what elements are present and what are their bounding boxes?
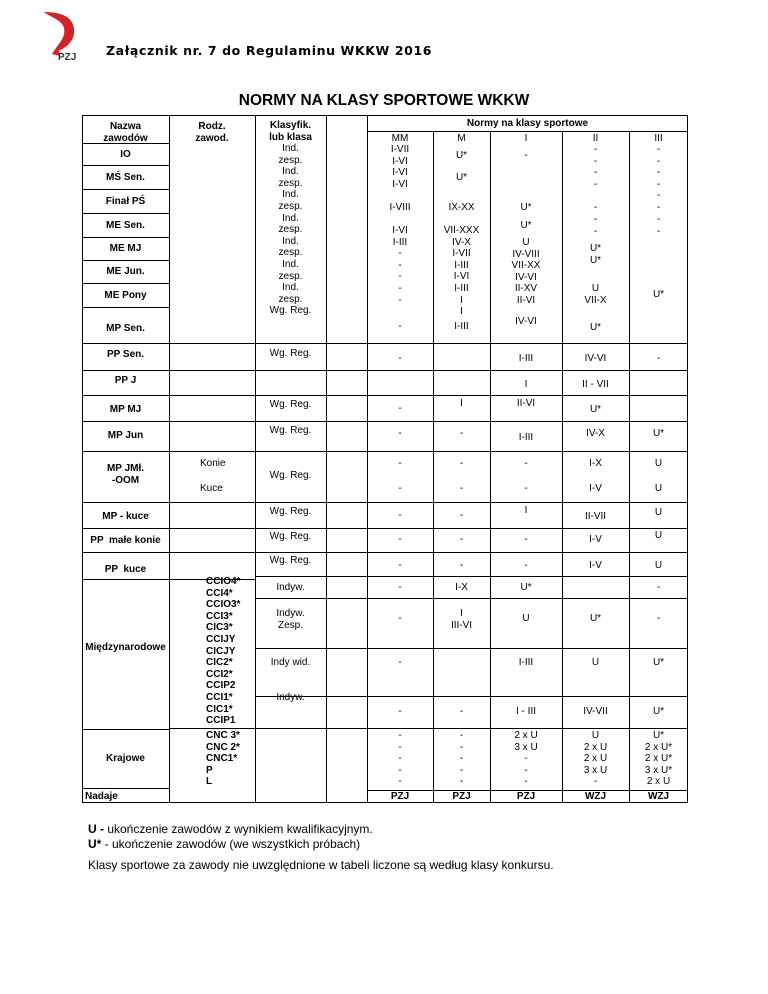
klas-mp-jun: Wg. Reg. (269, 425, 312, 436)
ii-nadaje: WZJ (584, 791, 607, 802)
type-konie: Konie (200, 458, 226, 469)
header-norms: Normy na klasy sportowe (466, 118, 589, 129)
iii-intl-4: U* (652, 706, 665, 717)
ii-intl-3: U (591, 657, 600, 668)
m-intl-1: I-X (455, 582, 468, 593)
ii-konie: I-X (589, 458, 602, 469)
i-a: - (524, 150, 528, 161)
m-a: U* (455, 150, 468, 161)
name-pp-kuce: PP kuce (104, 564, 147, 575)
i-mp-mj: II-VI (516, 398, 536, 409)
iii-mp-kuce: U (654, 507, 663, 518)
iii-mp-jun: U* (652, 428, 665, 439)
ii-mp-kuce: II-VII (584, 511, 607, 522)
iii-d: - - (656, 214, 661, 237)
mm-pp-male: - (398, 534, 402, 545)
m-mp-kuce: - (459, 510, 464, 521)
name-nadaje: Nadaje (85, 791, 118, 802)
iii-c: - (656, 202, 661, 213)
header-title: Załącznik nr. 7 do Regulaminu WKKW 2016 (106, 43, 433, 58)
m-d: VII-XXX IV-X I-VII I-III I-VI I-III I I (443, 225, 480, 318)
i-kuce: - (524, 483, 528, 494)
ii-kuce: I-V (589, 483, 602, 494)
i-nadaje: PZJ (516, 791, 536, 802)
header-name: Nazwa zawodów (103, 121, 148, 144)
ii-f: U VII-X (584, 283, 607, 306)
mm-mp-jun: - (398, 428, 402, 439)
document-title: NORMY NA KLASY SPORTOWE WKKW (238, 92, 530, 109)
i-intl-1: U* (520, 582, 532, 593)
ii-intl-4: IV-VII (583, 706, 608, 717)
legend-u (88, 822, 373, 836)
klas-intl-1: Indyw. (276, 582, 305, 593)
mm-intl-4: - (398, 706, 402, 717)
ii-pp-kuce: I-V (589, 560, 602, 571)
name-me-pony: ME Pony (104, 290, 147, 301)
i-c: U* (520, 202, 532, 213)
header-ii: II (592, 133, 599, 144)
mm-c: I-VI I-III - - - - - (392, 225, 408, 306)
iii-a: - - - - - (656, 144, 661, 202)
name-mp-mj: MP MJ (109, 404, 142, 415)
i-mp-jun: I-III (518, 432, 534, 443)
ii-national: U 2 x U 2 x U 3 x U - (583, 730, 608, 788)
ii-mp-mj: U* (589, 404, 602, 415)
footer-note: Klasy sportowe za zawody nie uwzględnione w tabeli liczone są według klasy konkursu. (88, 858, 554, 872)
name-final-ps: Finał PŚ (105, 196, 146, 207)
ii-a: - - - - (593, 144, 598, 190)
norms-table (82, 115, 688, 803)
klas-intl-2: Indyw. Zesp. (276, 608, 305, 631)
klas-mp-kuce: Wg. Reg. (269, 506, 312, 517)
i-national: 2 x U 3 x U - - - (514, 730, 538, 788)
logo-text: PZJ (58, 52, 77, 63)
ii-intl-2: U* (589, 613, 602, 624)
klas-mp-mj: Wg. Reg. (269, 399, 312, 410)
header-mm: MM (391, 133, 409, 144)
klas-top: Ind. zesp. Ind. zesp. Ind. zesp. Ind. zesp. Ind. zesp. Ind. zesp. Ind. zesp. Wg. Reg. (269, 143, 312, 317)
m-intl-4: - (459, 706, 464, 717)
i-mp-sen: IV-VI (515, 316, 537, 327)
type-international: CCIO4* CCI4* CCIO3* CCI3* CIC3* CCIJY CICJY CIC2* CCI2* CCIP2 CCI1* CIC1* CCIP1 (206, 576, 241, 727)
ii-mp-jun: IV-X (586, 428, 605, 439)
mm-pp-kuce: - (398, 560, 402, 571)
i-pp-sen: I-III (518, 353, 534, 364)
m-kuce: - (459, 483, 464, 494)
type-national: CNC 3* CNC 2* CNC1* P L (206, 730, 240, 788)
header-class: Klasyfik. lub klasa (269, 120, 312, 143)
mm-intl-3: - (398, 657, 402, 668)
iii-f: U* (652, 289, 665, 300)
iii-nadaje: WZJ (647, 791, 670, 802)
iii-national: U* 2 x U* 2 x U* 3 x U* 2 x U (644, 730, 673, 788)
ii-pp-sen: IV-VI (584, 353, 607, 364)
m-nadaje: PZJ (452, 791, 471, 802)
mm-mp-mj: - (398, 403, 402, 414)
ii-d: - - (593, 214, 598, 237)
name-pp-sen: PP Sen. (106, 349, 145, 360)
mm-pp-sen: - (398, 353, 402, 364)
i-e: U IV-VIII VII-XX IV-VI II-XV II-VI (511, 237, 541, 306)
klas-pp-male: Wg. Reg. (269, 531, 312, 542)
m-mp-sen: I-III (454, 321, 469, 332)
legend-u-star-text: - ukończenie zawodów (we wszystkich próbach) (101, 837, 361, 851)
name-miedzynarodowe: Międzynarodowe (85, 642, 166, 653)
name-pp-j: PP J (114, 375, 137, 386)
name-krajowe: Krajowe (106, 753, 145, 764)
mm-a: I-VII I-VI I-VI I-VI (390, 144, 410, 190)
header-m: M (457, 133, 466, 144)
iii-kuce: U (654, 483, 663, 494)
i-pp-kuce: - (524, 560, 528, 571)
klas-pp-kuce: Wg. Reg. (269, 555, 312, 566)
i-intl-3: I-III (518, 657, 534, 668)
legend-u-star-key: U* (88, 837, 102, 851)
name-mp-jun: MP Jun (107, 430, 144, 441)
name-pp-male-konie: PP małe konie (90, 535, 161, 546)
iii-intl-2: - (656, 613, 661, 624)
mm-mp-kuce: - (398, 510, 402, 521)
klas-intl-4: Indyw. (276, 692, 305, 703)
mm-kuce: - (398, 483, 402, 494)
i-d: U* (520, 220, 532, 231)
m-mp-mj: I (460, 398, 463, 409)
iii-pp-kuce: U (654, 560, 663, 571)
iii-konie: U (654, 458, 663, 469)
klas-pp-sen: Wg. Reg. (269, 348, 312, 359)
header-type: Rodz. zawod. (195, 121, 229, 144)
name-mp-kuce: MP - kuce (102, 511, 149, 522)
name-ms-sen: MŚ Sen. (106, 172, 145, 183)
klas-intl-3: Indy wid. (270, 657, 311, 668)
i-intl-2: U (522, 613, 530, 624)
i-pp-male: - (524, 534, 528, 545)
m-mp-jun: - (459, 428, 464, 439)
mm-national: - - - - - (398, 730, 402, 788)
klas-mp-jml: Wg. Reg. (269, 470, 312, 481)
name-me-mj: ME MJ (109, 243, 142, 254)
ii-pp-j: II - VII (582, 379, 609, 390)
legend-u-key: U - (88, 822, 104, 836)
ii-e: U* U* (589, 243, 602, 266)
mm-konie: - (398, 458, 402, 469)
m-pp-male: - (459, 534, 464, 545)
pzj-logo (36, 8, 84, 66)
header-iii: III (654, 133, 663, 144)
m-konie: - (459, 458, 464, 469)
m-national: - - - - - (459, 730, 464, 788)
i-intl-4: I - III (516, 706, 536, 717)
i-konie: - (524, 458, 528, 469)
header-i: I (524, 133, 528, 144)
iii-intl-3: U* (652, 657, 665, 668)
type-kuce: Kuce (200, 483, 223, 494)
m-intl-2: I III-VI (450, 608, 473, 631)
legend-u-star (88, 837, 360, 851)
iii-intl-1: - (656, 582, 661, 593)
ii-mp-sen: U* (589, 322, 602, 333)
name-io: IO (120, 149, 131, 160)
i-mp-kuce: I (524, 505, 528, 516)
ii-c: - (593, 202, 598, 213)
mm-intl-2: - (398, 613, 402, 624)
mm-nadaje: PZJ (390, 791, 410, 802)
m-b: U* (455, 172, 468, 183)
legend-u-text: ukończenie zawodów z wynikiem kwalifikacyjnym. (104, 822, 373, 836)
name-mp-jml: MP JMł. -OOM (106, 463, 145, 486)
name-me-jun: ME Jun. (106, 266, 145, 277)
iii-pp-sen: - (656, 353, 661, 364)
mm-b: I-VIII (389, 202, 411, 213)
name-me-sen: ME Sen. (106, 220, 145, 231)
ii-pp-male: I-V (589, 534, 602, 545)
iii-pp-male: U (654, 530, 663, 541)
m-pp-kuce: - (459, 560, 464, 571)
i-pp-j: I (524, 379, 528, 390)
name-mp-sen: MP Sen. (106, 323, 145, 334)
mm-mp-sen: - (398, 321, 402, 332)
m-c: IX-XX (448, 202, 475, 213)
mm-intl-1: - (398, 582, 402, 593)
